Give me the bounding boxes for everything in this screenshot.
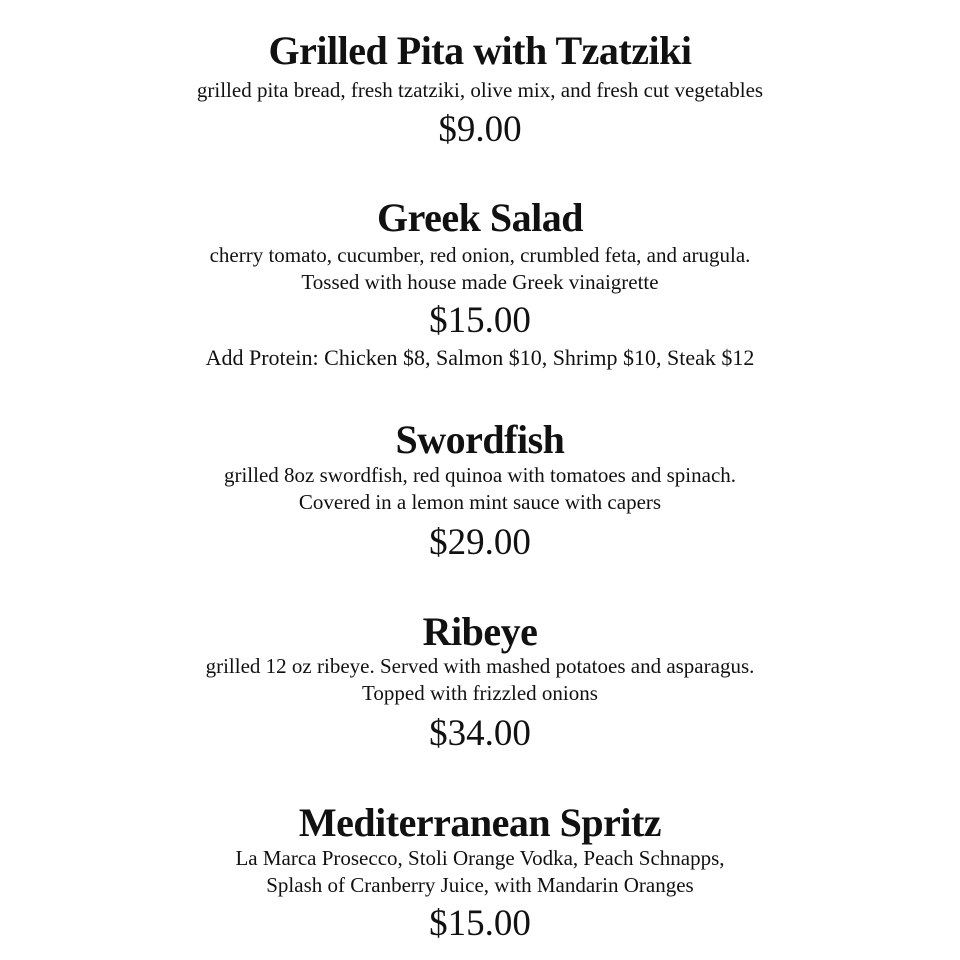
item-title: Greek Salad bbox=[376, 195, 583, 240]
item-price: $34.00 bbox=[429, 713, 531, 754]
item-description: grilled pita bread, fresh tzatziki, olive mix, and fresh cut vegetables bbox=[196, 78, 764, 102]
item-description: grilled 8oz swordfish, red quinoa with tomatoes and spinach. bbox=[223, 463, 737, 487]
item-description: Covered in a lemon mint sauce with capers bbox=[298, 490, 662, 514]
item-price: $29.00 bbox=[429, 522, 531, 563]
item-title: Grilled Pita with Tzatziki bbox=[268, 28, 692, 73]
item-description: grilled 12 oz ribeye. Served with mashed potatoes and asparagus. bbox=[205, 654, 755, 678]
item-title: Swordfish bbox=[395, 417, 565, 462]
item-price: $15.00 bbox=[429, 903, 531, 944]
item-addon: Add Protein: Chicken $8, Salmon $10, Shrimp $10, Steak $12 bbox=[205, 345, 755, 370]
item-description: cherry tomato, cucumber, red onion, crumbled feta, and arugula. bbox=[209, 243, 751, 267]
item-description: La Marca Prosecco, Stoli Orange Vodka, Peach Schnapps, bbox=[235, 846, 725, 870]
item-description: Splash of Cranberry Juice, with Mandarin Oranges bbox=[266, 873, 694, 897]
item-title: Mediterranean Spritz bbox=[298, 800, 662, 845]
item-title: Ribeye bbox=[422, 609, 538, 654]
item-price: $9.00 bbox=[438, 109, 522, 150]
item-price: $15.00 bbox=[429, 300, 531, 341]
item-description: Tossed with house made Greek vinaigrette bbox=[301, 270, 659, 294]
item-description: Topped with frizzled onions bbox=[362, 681, 598, 705]
